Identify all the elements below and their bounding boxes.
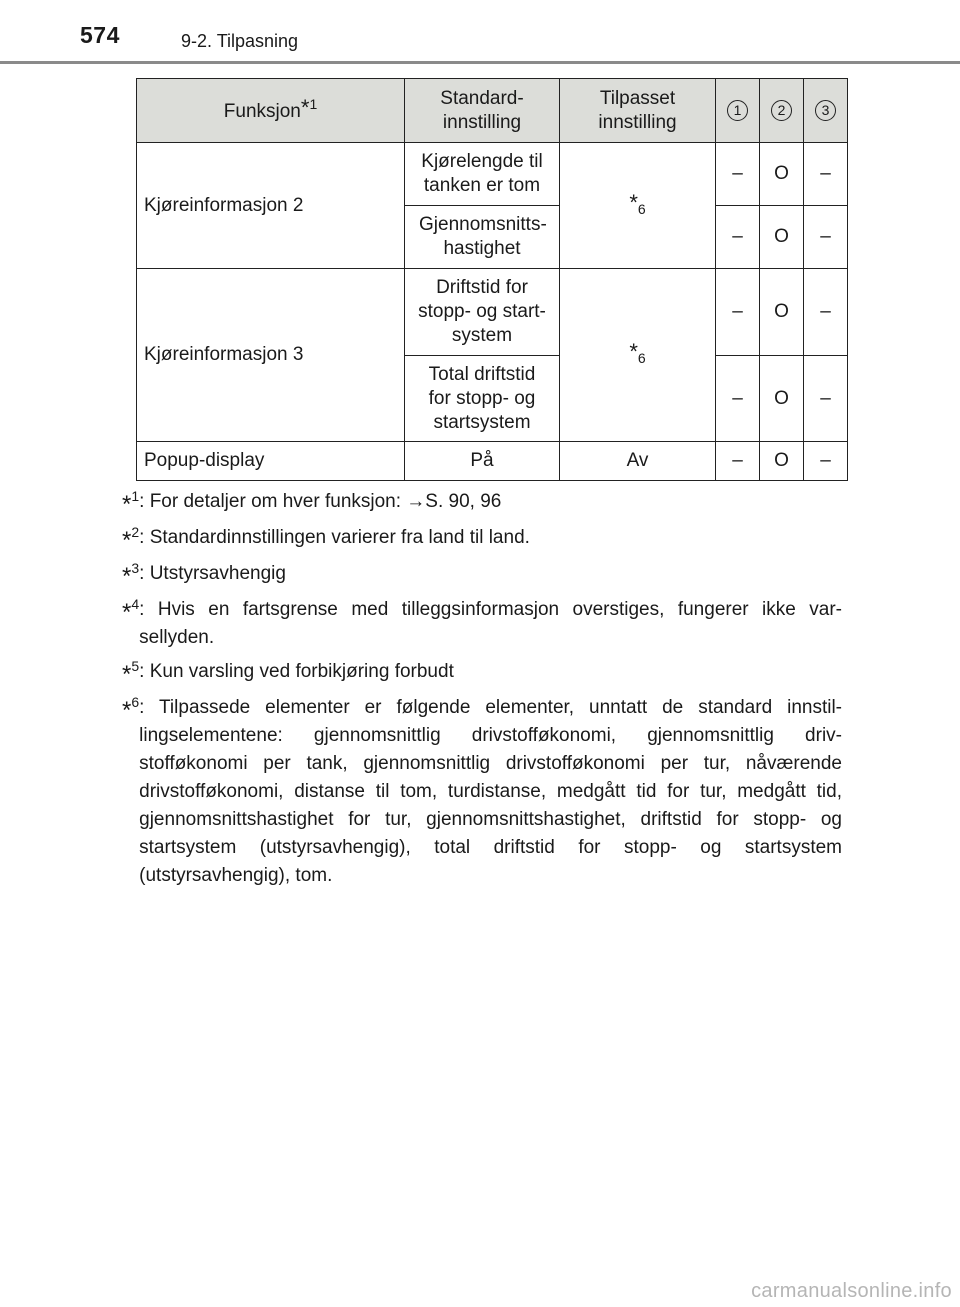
mark-cell: –: [804, 269, 848, 356]
circled-number-1-icon: 1: [727, 100, 748, 121]
footnote: *$^2$ : Standardinnstillingen varierer fra land til land.: [122, 524, 530, 554]
mark-cell: O: [760, 356, 804, 442]
asterisk-icon: *: [300, 94, 310, 120]
page-header: [0, 0, 960, 64]
custom-cell: Av: [560, 442, 716, 481]
item-cell: Gjennomsnitts-hastighet: [405, 206, 560, 269]
custom-cell: *6: [560, 269, 716, 442]
table-row: [137, 143, 848, 206]
mark-cell: –: [804, 442, 848, 481]
table-row: [137, 269, 848, 356]
asterisk-icon: *: [122, 491, 132, 518]
table-row: [137, 442, 848, 481]
asterisk-icon: *: [629, 339, 638, 364]
table-header-row: [137, 79, 848, 143]
mark-cell: –: [804, 143, 848, 206]
footnote: *$^5$ : Kun varsling ved forbikjøring forbudt: [122, 658, 454, 688]
header-col3: [804, 79, 848, 143]
function-cell: Kjøreinformasjon 2: [137, 143, 405, 269]
header-function: Funksjon*$^1$: [137, 79, 405, 143]
footnote: *$^4$ : Hvis en fartsgrense med tilleggsinformasjon overstiges, fungerer ikke var-sellyden.: [122, 596, 842, 648]
mark-cell: –: [716, 356, 760, 442]
mark-cell: –: [716, 442, 760, 481]
asterisk-icon: *: [122, 661, 132, 688]
asterisk-icon: *: [122, 697, 132, 724]
item-cell: Total driftstid for stopp- og startsystem: [405, 356, 560, 442]
footnote: *$^1$ : For detaljer om hver funksjon: →S. 90, 96: [122, 488, 502, 518]
footnote: *$^6$ : Tilpassede elementer er følgende elementer, unntatt de standard innstil-lingselementene: gjennomsnittlig drivstofføkonomi, gjennomsnittlig driv-stofføkonomi per tank, gjennomsnittlig drivstofføkonomi per tur, nåværende drivstofføkonomi, distanse til tom, turdistanse, medgått tid for tur, medgått tid, gjennomsnittshastighet for tur, gjennomsnittshastighet, driftstid for stopp- og startsystem (utstyrsavhengig), total driftstid for stopp- og startsystem (utstyrsavhengig), tom.: [122, 694, 842, 886]
asterisk-icon: *: [122, 563, 132, 590]
header-default: Standard-innstilling: [405, 79, 560, 143]
asterisk-icon: *: [122, 527, 132, 554]
mark-cell: –: [716, 269, 760, 356]
footnotes: [122, 488, 842, 896]
header-col1: [716, 79, 760, 143]
page-number: 574: [80, 22, 120, 48]
function-cell: Kjøreinformasjon 3: [137, 269, 405, 442]
mark-cell: –: [716, 143, 760, 206]
mark-cell: O: [760, 143, 804, 206]
function-cell: Popup-display: [137, 442, 405, 481]
circled-number-3-icon: 3: [815, 100, 836, 121]
mark-cell: –: [804, 206, 848, 269]
mark-cell: –: [804, 356, 848, 442]
circled-number-2-icon: 2: [771, 100, 792, 121]
asterisk-icon: *: [629, 189, 638, 215]
item-cell: Kjørelengde til tanken er tom: [405, 143, 560, 206]
watermark: carmanualsonline.info: [751, 1280, 952, 1302]
footnote: *$^3$ : Utstyrsavhengig: [122, 560, 286, 590]
mark-cell: O: [760, 442, 804, 481]
custom-cell: *6: [560, 143, 716, 269]
item-cell: Driftstid for stopp- og start-system: [405, 269, 560, 356]
mark-cell: O: [760, 206, 804, 269]
settings-table: [136, 78, 848, 481]
header-col2: [760, 79, 804, 143]
mark-cell: –: [716, 206, 760, 269]
asterisk-icon: *: [122, 599, 132, 626]
mark-cell: O: [760, 269, 804, 356]
section-title: 9-2. Tilpasning: [181, 31, 299, 51]
header-divider: [0, 61, 960, 64]
default-cell: På: [405, 442, 560, 481]
header-custom: Tilpasset innstilling: [560, 79, 716, 143]
